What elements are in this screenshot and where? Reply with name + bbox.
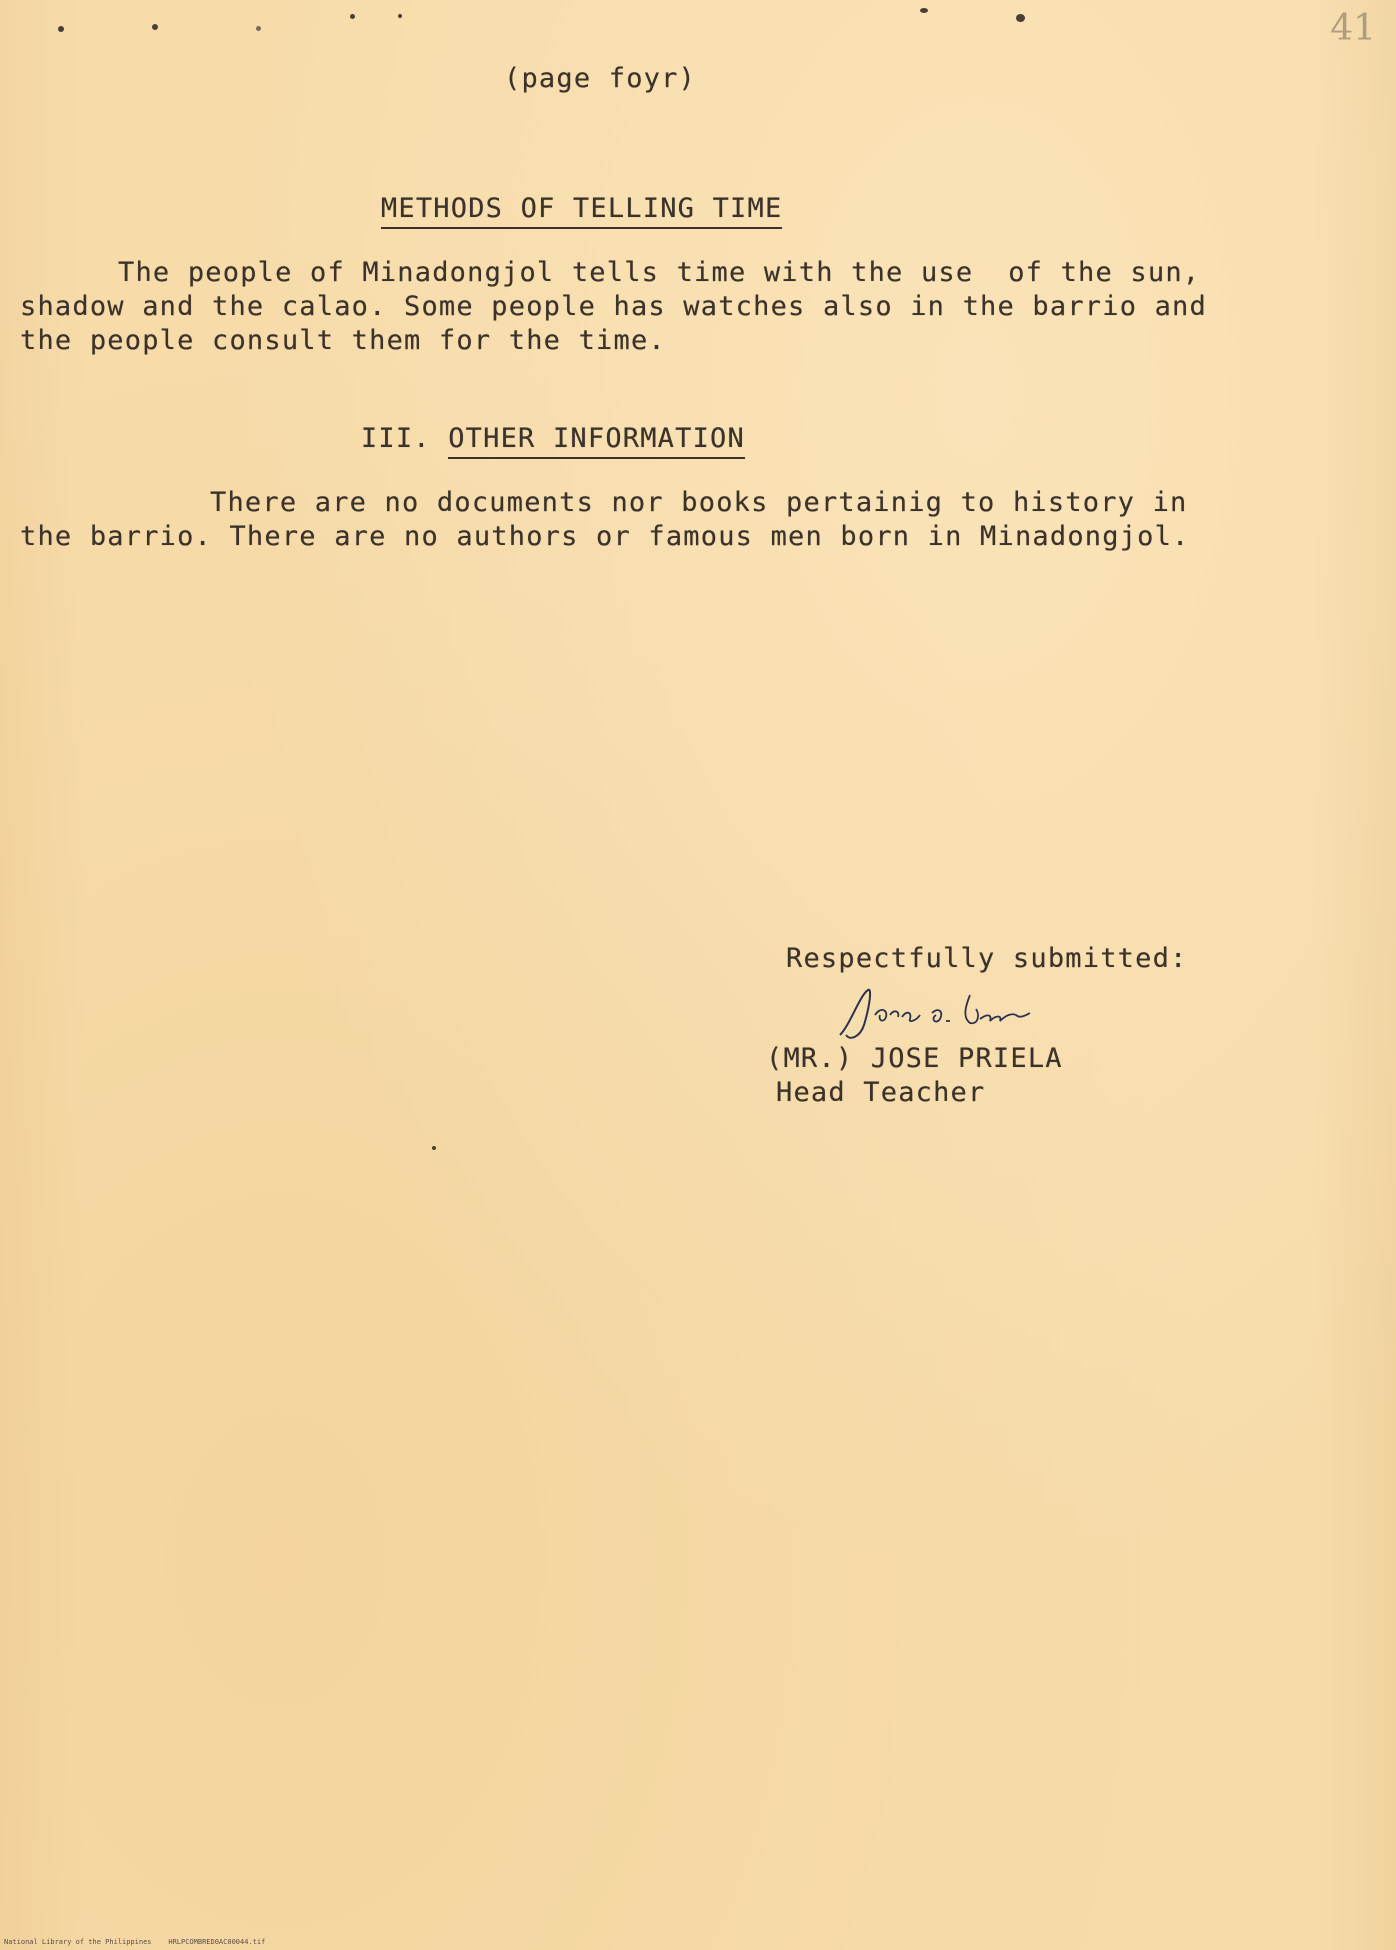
handwritten-signature [820,985,1070,1045]
paragraph-1-line-2: shadow and the calao. Some people has watches also in the barrio and [20,291,1207,322]
ink-speck [398,14,402,18]
paragraph-2-line-2: the barrio. There are no authors or famous men born in Minadongjol. [20,521,1190,552]
section-title [346,158,782,226]
section-3-heading [326,388,745,456]
ink-speck [58,26,64,32]
archive-page-number: 41 [1330,8,1376,49]
section-title-text: METHODS OF TELLING TIME [381,193,782,229]
section-3-title: OTHER INFORMATION [448,423,745,459]
ink-speck [350,14,355,19]
ink-speck [920,8,928,13]
signatory-title: Head Teacher [776,1077,986,1108]
closing-salutation: Respectfully submitted: [786,943,1188,974]
ink-speck [432,1146,436,1150]
section-3-numeral: III. [360,423,431,454]
paragraph-2-line-1: There are no documents nor books pertainig to history in [210,487,1188,518]
paragraph-1-line-1: The people of Minadongjol tells time with the use of the sun, [118,257,1201,288]
ink-speck [152,24,158,30]
ink-speck [1016,14,1025,22]
archive-footer: National Library of the Philippines HRLPCOMBRED0AC00044.tif [4,1938,266,1946]
page-label: (page foyr) [504,63,697,94]
signatory-name: (MR.) JOSE PRIELA [766,1043,1063,1074]
paragraph-1-line-3: the people consult them for the time. [20,325,666,356]
ink-speck [256,26,261,31]
